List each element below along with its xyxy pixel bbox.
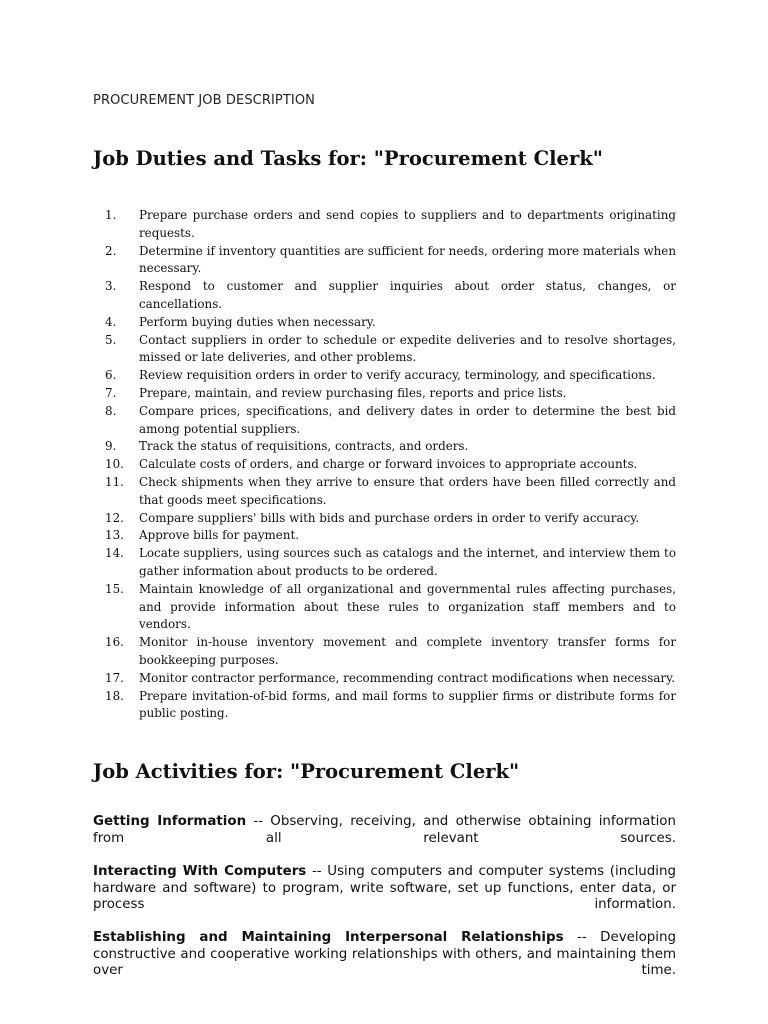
document-label: PROCUREMENT JOB DESCRIPTION: [93, 93, 315, 108]
activity-paragraph: [93, 930, 676, 980]
duty-text: Prepare purchase orders and send copies to suppliers and to departments originating requests.: [139, 208, 676, 240]
duty-text: Approve bills for payment.: [139, 528, 300, 543]
duty-item: [105, 278, 676, 314]
duty-text: Maintain knowledge of all organizational and governmental rules affecting purchases, and provide information about these rules to organization staff members and to vendors.: [139, 581, 676, 632]
activities-heading: Job Activities for: "Procurement Clerk": [93, 760, 520, 783]
duty-text: Check shipments when they arrive to ensure that orders have been filled correctly and that goods meet specifications.: [139, 474, 676, 507]
duty-text: Monitor in-house inventory movement and complete inventory transfer forms for bookkeeping purposes.: [139, 635, 676, 667]
duty-number: 14.: [105, 546, 124, 561]
duty-number: 10.: [105, 457, 124, 472]
duty-text: Monitor contractor performance, recommending contract modifications when necessary.: [139, 670, 676, 685]
duty-number: 4.: [105, 314, 117, 329]
duty-number: 17.: [105, 670, 124, 685]
duty-text: Prepare, maintain, and review purchasing files, reports and price lists.: [139, 385, 567, 400]
duty-number: 1.: [105, 208, 117, 222]
duty-item: [105, 367, 676, 385]
duty-number: 3.: [105, 279, 117, 294]
duty-item: [105, 527, 676, 545]
activity-paragraph: [93, 814, 676, 847]
duty-text: Calculate costs of orders, and charge or forward invoices to appropriate accounts.: [139, 457, 638, 472]
duty-number: 6.: [105, 368, 117, 383]
duty-number: 16.: [105, 635, 124, 650]
duty-item: [105, 456, 676, 474]
duty-number: 5.: [105, 332, 117, 347]
duty-text: Determine if inventory quantities are sufficient for needs, ordering more materials when necessary.: [139, 243, 676, 276]
activity-text: -- Observing, receiving, and otherwise obtaining information from all relevant sources.: [93, 814, 676, 846]
duty-item: [105, 581, 676, 634]
duty-number: 13.: [105, 528, 124, 543]
duty-number: 8.: [105, 403, 117, 418]
duty-text: Review requisition orders in order to verify accuracy, terminology, and specifications.: [139, 368, 656, 383]
duties-heading: Job Duties and Tasks for: "Procurement Clerk": [93, 147, 603, 170]
duty-number: 15.: [105, 581, 124, 596]
activity-text: -- Using computers and computer systems (including hardware and software) to program, write software, set up functions, enter data, or process information.: [93, 864, 676, 913]
duty-number: 18.: [105, 688, 124, 703]
duty-item: [105, 510, 676, 528]
duty-number: 9.: [105, 439, 117, 454]
duty-item: [105, 385, 676, 403]
duty-item: [105, 634, 676, 670]
duty-text: Locate suppliers, using sources such as catalogs and the internet, and interview them to gather information about products to be ordered.: [139, 546, 676, 578]
activity-title: Interacting With Computers: [93, 864, 307, 880]
duty-item: [105, 314, 676, 332]
duty-item: [105, 438, 676, 456]
duty-text: Prepare invitation-of-bid forms, and mail forms to supplier firms or distribute forms for public posting.: [139, 688, 676, 721]
duty-item: [105, 243, 676, 279]
activity-paragraph: [93, 864, 676, 914]
duty-item: [105, 545, 676, 581]
duty-text: Respond to customer and supplier inquiries about order status, changes, or cancellations.: [139, 279, 676, 311]
duty-text: Contact suppliers in order to schedule or expedite deliveries and to resolve shortages, missed or late deliveries, and other problems.: [139, 332, 676, 365]
duty-item: [105, 207, 676, 243]
duty-number: 11.: [105, 474, 124, 489]
duty-text: Track the status of requisitions, contracts, and orders.: [139, 439, 469, 454]
activity-text: -- Developing constructive and cooperative working relationships with others, and maintaining them over time.: [93, 930, 676, 979]
duty-text: Compare prices, specifications, and delivery dates in order to determine the best bid among potential suppliers.: [139, 403, 676, 436]
duty-item: [105, 332, 676, 368]
duty-number: 12.: [105, 510, 124, 525]
duty-number: 7.: [105, 385, 117, 400]
duty-text: Compare suppliers' bills with bids and purchase orders in order to verify accuracy.: [139, 510, 640, 525]
duty-item: [105, 670, 676, 688]
activity-title: Establishing and Maintaining Interpersonal Relationships: [93, 930, 564, 946]
duty-text: Perform buying duties when necessary.: [139, 314, 376, 329]
duty-item: [105, 474, 676, 510]
activity-title: Getting Information: [93, 814, 247, 830]
duty-number: 2.: [105, 243, 117, 258]
duties-list: [105, 207, 676, 723]
duty-item: [105, 403, 676, 439]
duty-item: [105, 688, 676, 724]
